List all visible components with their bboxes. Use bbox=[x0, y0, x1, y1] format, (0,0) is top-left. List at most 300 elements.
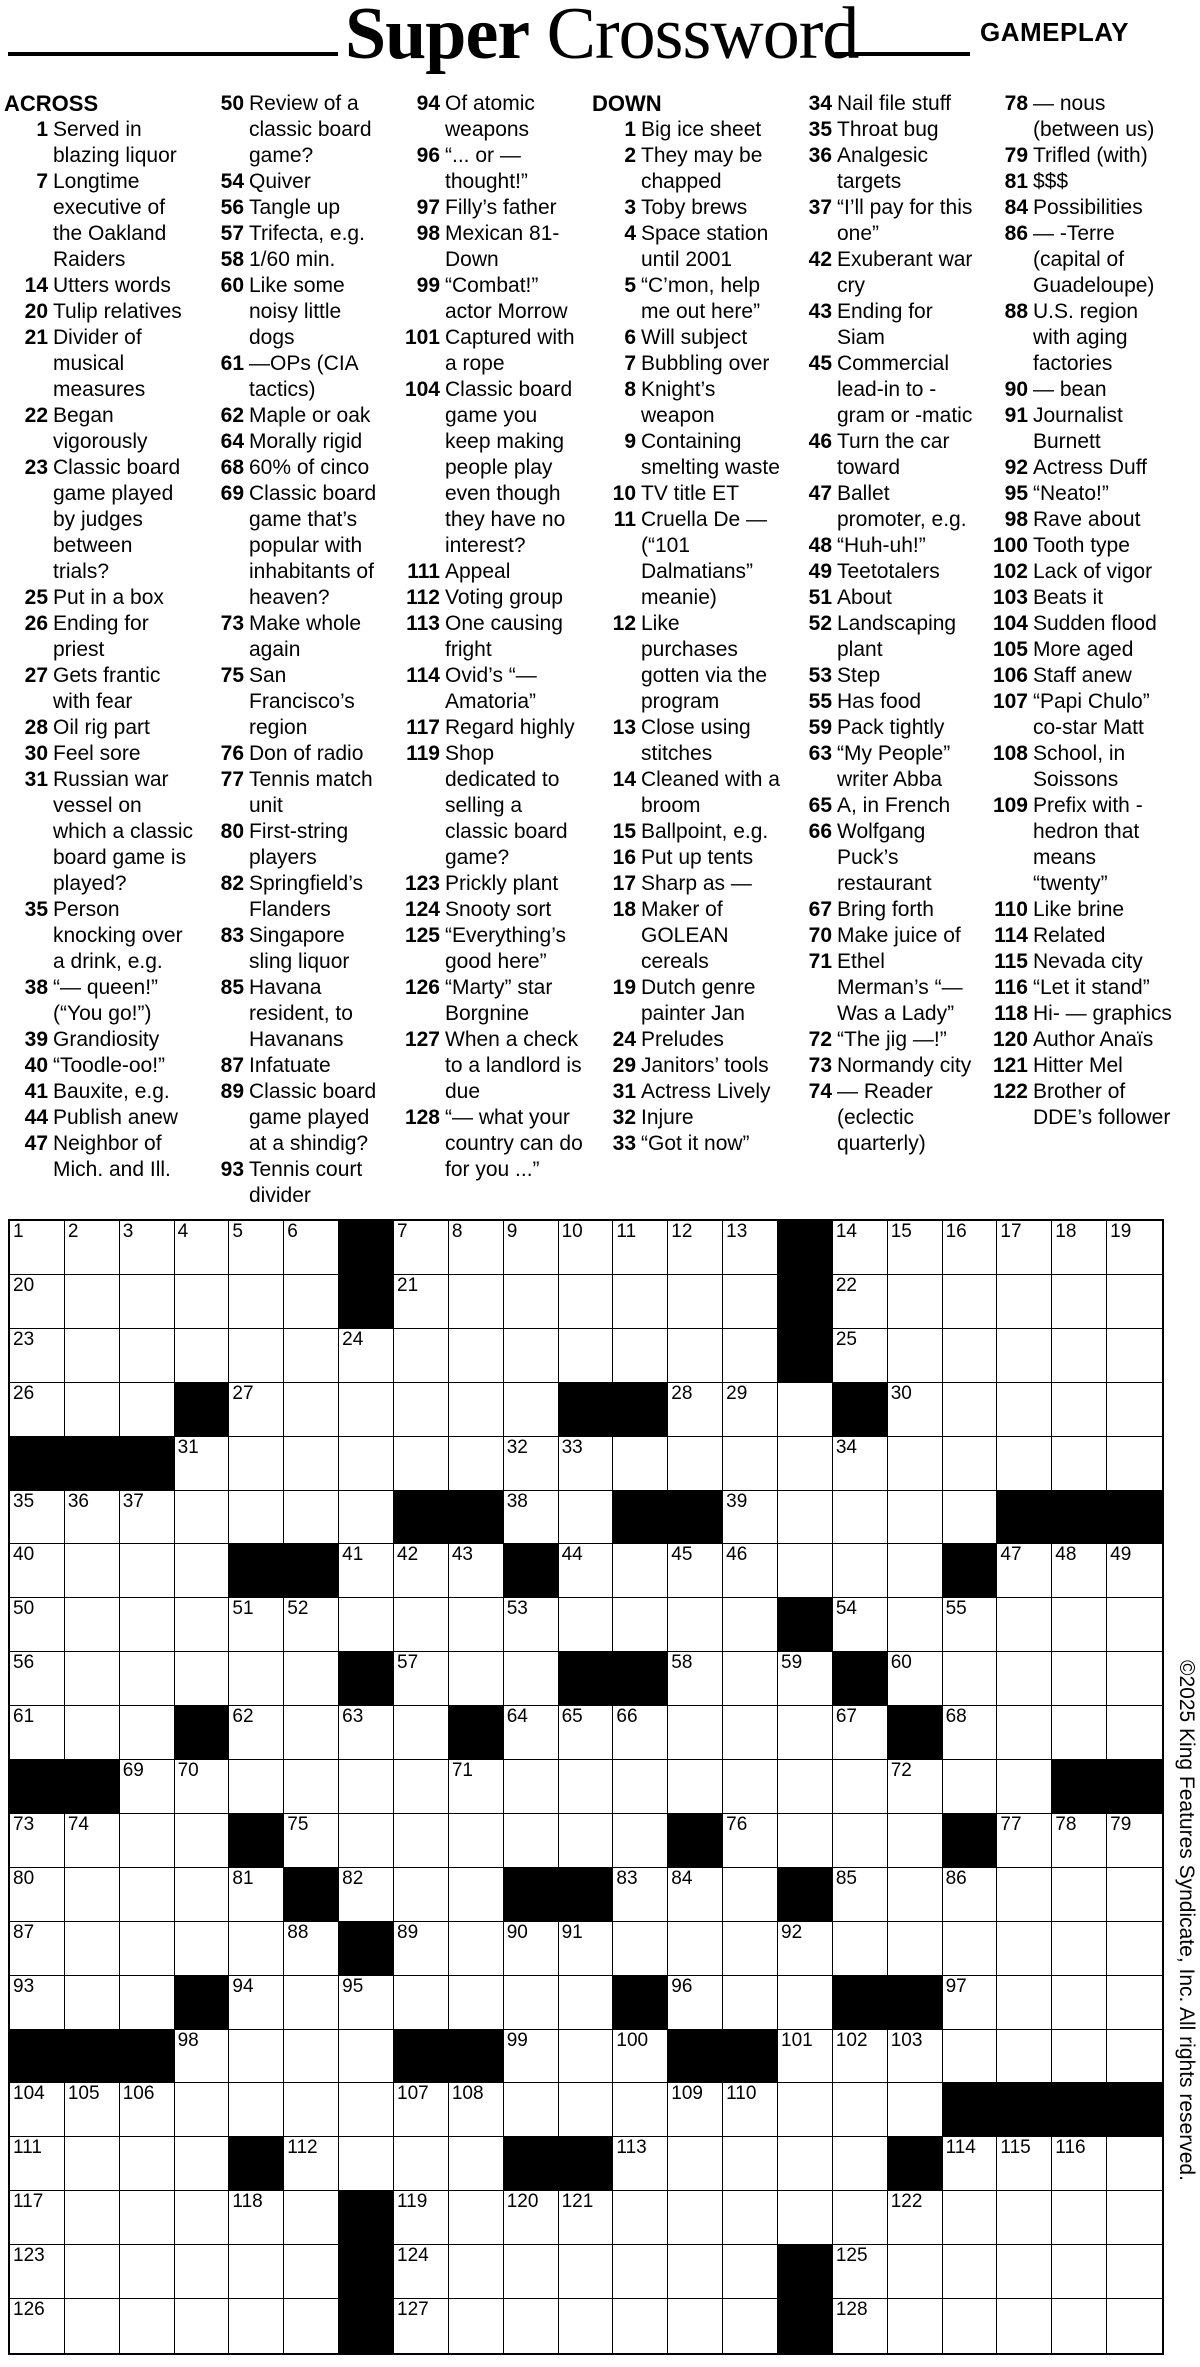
grid-cell[interactable] bbox=[943, 1976, 998, 2030]
grid-cell[interactable] bbox=[284, 1706, 339, 1760]
grid-cell[interactable] bbox=[339, 1329, 394, 1383]
grid-cell[interactable] bbox=[284, 1275, 339, 1329]
grid-cell[interactable] bbox=[723, 1868, 778, 1922]
grid-cell[interactable] bbox=[120, 1922, 175, 1976]
grid-cell[interactable] bbox=[65, 1491, 120, 1545]
grid-cell[interactable] bbox=[65, 2245, 120, 2299]
grid-cell[interactable] bbox=[175, 2083, 230, 2137]
grid-cell[interactable] bbox=[65, 1598, 120, 1652]
grid-cell[interactable] bbox=[668, 1437, 723, 1491]
grid-cell[interactable] bbox=[613, 1598, 668, 1652]
grid-cell[interactable] bbox=[997, 2137, 1052, 2191]
grid-cell[interactable] bbox=[65, 1329, 120, 1383]
grid-cell[interactable] bbox=[120, 2083, 175, 2137]
grid-cell[interactable] bbox=[668, 1868, 723, 1922]
grid-cell[interactable] bbox=[833, 1544, 888, 1598]
grid-cell[interactable] bbox=[229, 1383, 284, 1437]
grid-cell[interactable] bbox=[449, 1814, 504, 1868]
grid-cell[interactable] bbox=[997, 1922, 1052, 1976]
grid-cell[interactable] bbox=[10, 1383, 65, 1437]
grid-cell[interactable] bbox=[1052, 2299, 1107, 2353]
grid-cell[interactable] bbox=[339, 1383, 394, 1437]
grid-cell[interactable] bbox=[1107, 1814, 1162, 1868]
grid-cell[interactable] bbox=[778, 1652, 833, 1706]
grid-cell[interactable] bbox=[943, 2299, 998, 2353]
grid-cell[interactable] bbox=[504, 1598, 559, 1652]
grid-cell[interactable] bbox=[1107, 2137, 1162, 2191]
grid-cell[interactable] bbox=[504, 1814, 559, 1868]
grid-cell[interactable] bbox=[120, 1544, 175, 1598]
grid-cell[interactable] bbox=[559, 1491, 614, 1545]
grid-cell[interactable] bbox=[10, 2245, 65, 2299]
grid-cell[interactable] bbox=[120, 1976, 175, 2030]
grid-cell[interactable] bbox=[613, 2191, 668, 2245]
grid-cell[interactable] bbox=[175, 1437, 230, 1491]
grid-cell[interactable] bbox=[394, 2191, 449, 2245]
grid-cell[interactable] bbox=[394, 1221, 449, 1275]
grid-cell[interactable] bbox=[10, 1329, 65, 1383]
grid-cell[interactable] bbox=[613, 2083, 668, 2137]
grid-cell[interactable] bbox=[997, 1544, 1052, 1598]
grid-cell[interactable] bbox=[229, 2030, 284, 2084]
grid-cell[interactable] bbox=[668, 2137, 723, 2191]
grid-cell[interactable] bbox=[833, 1221, 888, 1275]
grid-cell[interactable] bbox=[1052, 1383, 1107, 1437]
grid-cell[interactable] bbox=[65, 2299, 120, 2353]
grid-cell[interactable] bbox=[504, 1760, 559, 1814]
grid-cell[interactable] bbox=[1107, 1652, 1162, 1706]
grid-cell[interactable] bbox=[1107, 1383, 1162, 1437]
grid-cell[interactable] bbox=[668, 2191, 723, 2245]
grid-cell[interactable] bbox=[833, 2299, 888, 2353]
grid-cell[interactable] bbox=[175, 2030, 230, 2084]
grid-cell[interactable] bbox=[833, 1814, 888, 1868]
grid-cell[interactable] bbox=[10, 1544, 65, 1598]
grid-cell[interactable] bbox=[997, 1868, 1052, 1922]
grid-cell[interactable] bbox=[613, 1544, 668, 1598]
grid-cell[interactable] bbox=[229, 2299, 284, 2353]
grid-cell[interactable] bbox=[613, 1814, 668, 1868]
grid-cell[interactable] bbox=[229, 1652, 284, 1706]
grid-cell[interactable] bbox=[613, 2299, 668, 2353]
grid-cell[interactable] bbox=[1107, 2191, 1162, 2245]
grid-cell[interactable] bbox=[504, 2191, 559, 2245]
grid-cell[interactable] bbox=[1107, 1437, 1162, 1491]
grid-cell[interactable] bbox=[888, 1652, 943, 1706]
grid-cell[interactable] bbox=[997, 1706, 1052, 1760]
grid-cell[interactable] bbox=[339, 2137, 394, 2191]
grid-cell[interactable] bbox=[394, 2137, 449, 2191]
grid-cell[interactable] bbox=[504, 1976, 559, 2030]
grid-cell[interactable] bbox=[1052, 1814, 1107, 1868]
grid-cell[interactable] bbox=[449, 1652, 504, 1706]
grid-cell[interactable] bbox=[559, 1598, 614, 1652]
grid-cell[interactable] bbox=[559, 1221, 614, 1275]
grid-cell[interactable] bbox=[284, 1760, 339, 1814]
grid-cell[interactable] bbox=[997, 2030, 1052, 2084]
grid-cell[interactable] bbox=[394, 1760, 449, 1814]
grid-cell[interactable] bbox=[120, 1598, 175, 1652]
grid-cell[interactable] bbox=[723, 1221, 778, 1275]
grid-cell[interactable] bbox=[65, 1652, 120, 1706]
grid-cell[interactable] bbox=[559, 1437, 614, 1491]
grid-cell[interactable] bbox=[559, 2191, 614, 2245]
grid-cell[interactable] bbox=[504, 2030, 559, 2084]
grid-cell[interactable] bbox=[120, 1221, 175, 1275]
grid-cell[interactable] bbox=[559, 1544, 614, 1598]
grid-cell[interactable] bbox=[997, 1329, 1052, 1383]
grid-cell[interactable] bbox=[65, 1544, 120, 1598]
grid-cell[interactable] bbox=[394, 1544, 449, 1598]
grid-cell[interactable] bbox=[10, 1598, 65, 1652]
grid-cell[interactable] bbox=[778, 1976, 833, 2030]
grid-cell[interactable] bbox=[175, 1491, 230, 1545]
grid-cell[interactable] bbox=[175, 2299, 230, 2353]
grid-cell[interactable] bbox=[120, 1329, 175, 1383]
grid-cell[interactable] bbox=[120, 1275, 175, 1329]
grid-cell[interactable] bbox=[229, 1275, 284, 1329]
grid-cell[interactable] bbox=[120, 1706, 175, 1760]
grid-cell[interactable] bbox=[1107, 2245, 1162, 2299]
grid-cell[interactable] bbox=[997, 1652, 1052, 1706]
grid-cell[interactable] bbox=[943, 2030, 998, 2084]
grid-cell[interactable] bbox=[175, 1922, 230, 1976]
grid-cell[interactable] bbox=[723, 1491, 778, 1545]
grid-cell[interactable] bbox=[339, 1544, 394, 1598]
grid-cell[interactable] bbox=[613, 1868, 668, 1922]
grid-cell[interactable] bbox=[1052, 1976, 1107, 2030]
grid-cell[interactable] bbox=[888, 1760, 943, 1814]
grid-cell[interactable] bbox=[394, 1652, 449, 1706]
grid-cell[interactable] bbox=[1052, 1868, 1107, 1922]
grid-cell[interactable] bbox=[65, 2191, 120, 2245]
grid-cell[interactable] bbox=[175, 1329, 230, 1383]
grid-cell[interactable] bbox=[10, 1275, 65, 1329]
grid-cell[interactable] bbox=[613, 1437, 668, 1491]
grid-cell[interactable] bbox=[1052, 1652, 1107, 1706]
grid-cell[interactable] bbox=[888, 1491, 943, 1545]
grid-cell[interactable] bbox=[449, 1760, 504, 1814]
grid-cell[interactable] bbox=[943, 1275, 998, 1329]
grid-cell[interactable] bbox=[175, 2245, 230, 2299]
grid-cell[interactable] bbox=[943, 1221, 998, 1275]
grid-cell[interactable] bbox=[723, 2137, 778, 2191]
grid-cell[interactable] bbox=[559, 2030, 614, 2084]
grid-cell[interactable] bbox=[504, 1275, 559, 1329]
grid-cell[interactable] bbox=[175, 1544, 230, 1598]
grid-cell[interactable] bbox=[723, 2245, 778, 2299]
grid-cell[interactable] bbox=[723, 2191, 778, 2245]
grid-cell[interactable] bbox=[120, 1652, 175, 1706]
grid-cell[interactable] bbox=[449, 1437, 504, 1491]
grid-cell[interactable] bbox=[559, 1814, 614, 1868]
grid-cell[interactable] bbox=[559, 1976, 614, 2030]
grid-cell[interactable] bbox=[613, 2030, 668, 2084]
grid-cell[interactable] bbox=[668, 1383, 723, 1437]
grid-cell[interactable] bbox=[65, 1383, 120, 1437]
grid-cell[interactable] bbox=[120, 1760, 175, 1814]
grid-cell[interactable] bbox=[284, 1922, 339, 1976]
grid-cell[interactable] bbox=[833, 1760, 888, 1814]
grid-cell[interactable] bbox=[888, 1598, 943, 1652]
grid-cell[interactable] bbox=[943, 1652, 998, 1706]
grid-cell[interactable] bbox=[504, 1329, 559, 1383]
grid-cell[interactable] bbox=[120, 2137, 175, 2191]
grid-cell[interactable] bbox=[1052, 1706, 1107, 1760]
grid-cell[interactable] bbox=[943, 1760, 998, 1814]
grid-cell[interactable] bbox=[449, 1922, 504, 1976]
grid-cell[interactable] bbox=[65, 1814, 120, 1868]
grid-cell[interactable] bbox=[339, 1437, 394, 1491]
grid-cell[interactable] bbox=[339, 1814, 394, 1868]
grid-cell[interactable] bbox=[668, 1221, 723, 1275]
grid-cell[interactable] bbox=[339, 1598, 394, 1652]
grid-cell[interactable] bbox=[778, 2191, 833, 2245]
grid-cell[interactable] bbox=[229, 2245, 284, 2299]
grid-cell[interactable] bbox=[10, 2191, 65, 2245]
grid-cell[interactable] bbox=[723, 1814, 778, 1868]
grid-cell[interactable] bbox=[833, 1491, 888, 1545]
grid-cell[interactable] bbox=[229, 1760, 284, 1814]
grid-cell[interactable] bbox=[394, 2245, 449, 2299]
grid-cell[interactable] bbox=[1052, 2191, 1107, 2245]
grid-cell[interactable] bbox=[1052, 2137, 1107, 2191]
grid-cell[interactable] bbox=[394, 1922, 449, 1976]
grid-cell[interactable] bbox=[723, 1922, 778, 1976]
grid-cell[interactable] bbox=[339, 2083, 394, 2137]
grid-cell[interactable] bbox=[10, 1652, 65, 1706]
grid-cell[interactable] bbox=[10, 1814, 65, 1868]
grid-cell[interactable] bbox=[778, 1383, 833, 1437]
grid-cell[interactable] bbox=[1052, 1275, 1107, 1329]
grid-cell[interactable] bbox=[229, 1329, 284, 1383]
grid-cell[interactable] bbox=[888, 2245, 943, 2299]
grid-cell[interactable] bbox=[833, 1329, 888, 1383]
grid-cell[interactable] bbox=[778, 2137, 833, 2191]
grid-cell[interactable] bbox=[449, 1598, 504, 1652]
grid-cell[interactable] bbox=[284, 1437, 339, 1491]
grid-cell[interactable] bbox=[1052, 1544, 1107, 1598]
grid-cell[interactable] bbox=[1052, 1922, 1107, 1976]
grid-cell[interactable] bbox=[997, 1598, 1052, 1652]
grid-cell[interactable] bbox=[888, 2191, 943, 2245]
grid-cell[interactable] bbox=[833, 2191, 888, 2245]
grid-cell[interactable] bbox=[339, 1868, 394, 1922]
grid-cell[interactable] bbox=[559, 1275, 614, 1329]
grid-cell[interactable] bbox=[778, 1922, 833, 1976]
grid-cell[interactable] bbox=[284, 2299, 339, 2353]
grid-cell[interactable] bbox=[284, 1814, 339, 1868]
grid-cell[interactable] bbox=[613, 2245, 668, 2299]
grid-cell[interactable] bbox=[778, 1814, 833, 1868]
grid-cell[interactable] bbox=[339, 1760, 394, 1814]
grid-cell[interactable] bbox=[668, 2299, 723, 2353]
grid-cell[interactable] bbox=[449, 1544, 504, 1598]
grid-cell[interactable] bbox=[997, 1221, 1052, 1275]
grid-cell[interactable] bbox=[668, 2245, 723, 2299]
grid-cell[interactable] bbox=[997, 1275, 1052, 1329]
grid-cell[interactable] bbox=[284, 1598, 339, 1652]
grid-cell[interactable] bbox=[723, 1976, 778, 2030]
grid-cell[interactable] bbox=[943, 1329, 998, 1383]
grid-cell[interactable] bbox=[10, 2137, 65, 2191]
grid-cell[interactable] bbox=[284, 1976, 339, 2030]
grid-cell[interactable] bbox=[723, 1760, 778, 1814]
grid-cell[interactable] bbox=[888, 2299, 943, 2353]
grid-cell[interactable] bbox=[943, 2245, 998, 2299]
grid-cell[interactable] bbox=[997, 2299, 1052, 2353]
grid-cell[interactable] bbox=[723, 2299, 778, 2353]
grid-cell[interactable] bbox=[943, 2137, 998, 2191]
grid-cell[interactable] bbox=[943, 1598, 998, 1652]
grid-cell[interactable] bbox=[668, 1544, 723, 1598]
grid-cell[interactable] bbox=[10, 1491, 65, 1545]
grid-cell[interactable] bbox=[559, 1706, 614, 1760]
grid-cell[interactable] bbox=[10, 1976, 65, 2030]
grid-cell[interactable] bbox=[65, 1706, 120, 1760]
grid-cell[interactable] bbox=[394, 1383, 449, 1437]
grid-cell[interactable] bbox=[723, 1652, 778, 1706]
grid-cell[interactable] bbox=[229, 2083, 284, 2137]
grid-cell[interactable] bbox=[723, 1598, 778, 1652]
grid-cell[interactable] bbox=[284, 2030, 339, 2084]
grid-cell[interactable] bbox=[229, 1221, 284, 1275]
grid-cell[interactable] bbox=[65, 1922, 120, 1976]
grid-cell[interactable] bbox=[284, 1383, 339, 1437]
grid-cell[interactable] bbox=[284, 1221, 339, 1275]
grid-cell[interactable] bbox=[559, 2245, 614, 2299]
grid-cell[interactable] bbox=[1052, 1598, 1107, 1652]
grid-cell[interactable] bbox=[339, 1976, 394, 2030]
grid-cell[interactable] bbox=[504, 1922, 559, 1976]
grid-cell[interactable] bbox=[833, 1275, 888, 1329]
grid-cell[interactable] bbox=[449, 2137, 504, 2191]
grid-cell[interactable] bbox=[668, 1976, 723, 2030]
grid-cell[interactable] bbox=[1107, 1275, 1162, 1329]
grid-cell[interactable] bbox=[778, 2083, 833, 2137]
grid-cell[interactable] bbox=[394, 1437, 449, 1491]
grid-cell[interactable] bbox=[175, 1221, 230, 1275]
grid-cell[interactable] bbox=[723, 1329, 778, 1383]
grid-cell[interactable] bbox=[1107, 1922, 1162, 1976]
grid-cell[interactable] bbox=[65, 1275, 120, 1329]
grid-cell[interactable] bbox=[10, 2083, 65, 2137]
grid-cell[interactable] bbox=[559, 1760, 614, 1814]
grid-cell[interactable] bbox=[229, 1706, 284, 1760]
grid-cell[interactable] bbox=[65, 2083, 120, 2137]
grid-cell[interactable] bbox=[888, 1221, 943, 1275]
grid-cell[interactable] bbox=[229, 1437, 284, 1491]
grid-cell[interactable] bbox=[668, 1329, 723, 1383]
grid-cell[interactable] bbox=[778, 1491, 833, 1545]
grid-cell[interactable] bbox=[229, 1598, 284, 1652]
grid-cell[interactable] bbox=[778, 1437, 833, 1491]
grid-cell[interactable] bbox=[10, 2299, 65, 2353]
grid-cell[interactable] bbox=[668, 1706, 723, 1760]
grid-cell[interactable] bbox=[284, 1329, 339, 1383]
grid-cell[interactable] bbox=[1052, 1329, 1107, 1383]
grid-cell[interactable] bbox=[449, 2083, 504, 2137]
grid-cell[interactable] bbox=[559, 1922, 614, 1976]
grid-cell[interactable] bbox=[778, 1760, 833, 1814]
grid-cell[interactable] bbox=[120, 1814, 175, 1868]
grid-cell[interactable] bbox=[613, 1329, 668, 1383]
grid-cell[interactable] bbox=[668, 2083, 723, 2137]
grid-cell[interactable] bbox=[339, 1491, 394, 1545]
grid-cell[interactable] bbox=[504, 1706, 559, 1760]
grid-cell[interactable] bbox=[943, 1383, 998, 1437]
grid-cell[interactable] bbox=[284, 2191, 339, 2245]
grid-cell[interactable] bbox=[778, 2030, 833, 2084]
grid-cell[interactable] bbox=[833, 2083, 888, 2137]
grid-cell[interactable] bbox=[723, 2083, 778, 2137]
grid-cell[interactable] bbox=[120, 2191, 175, 2245]
grid-cell[interactable] bbox=[888, 2083, 943, 2137]
grid-cell[interactable] bbox=[394, 1329, 449, 1383]
grid-cell[interactable] bbox=[778, 1544, 833, 1598]
grid-cell[interactable] bbox=[888, 1437, 943, 1491]
grid-cell[interactable] bbox=[559, 2299, 614, 2353]
grid-cell[interactable] bbox=[120, 1491, 175, 1545]
grid-cell[interactable] bbox=[943, 1868, 998, 1922]
grid-cell[interactable] bbox=[888, 1383, 943, 1437]
grid-cell[interactable] bbox=[284, 2083, 339, 2137]
grid-cell[interactable] bbox=[229, 2191, 284, 2245]
grid-cell[interactable] bbox=[997, 1760, 1052, 1814]
grid-cell[interactable] bbox=[943, 2191, 998, 2245]
grid-cell[interactable] bbox=[888, 1868, 943, 1922]
grid-cell[interactable] bbox=[284, 2137, 339, 2191]
grid-cell[interactable] bbox=[888, 1814, 943, 1868]
grid-cell[interactable] bbox=[1107, 1221, 1162, 1275]
grid-cell[interactable] bbox=[449, 1329, 504, 1383]
grid-cell[interactable] bbox=[449, 2299, 504, 2353]
grid-cell[interactable] bbox=[559, 2083, 614, 2137]
grid-cell[interactable] bbox=[229, 1922, 284, 1976]
grid-cell[interactable] bbox=[613, 1221, 668, 1275]
grid-cell[interactable] bbox=[613, 1275, 668, 1329]
grid-cell[interactable] bbox=[723, 1437, 778, 1491]
grid-cell[interactable] bbox=[833, 2137, 888, 2191]
grid-cell[interactable] bbox=[449, 1383, 504, 1437]
grid-cell[interactable] bbox=[888, 1275, 943, 1329]
grid-cell[interactable] bbox=[833, 2030, 888, 2084]
grid-cell[interactable] bbox=[943, 1706, 998, 1760]
grid-cell[interactable] bbox=[175, 2191, 230, 2245]
grid-cell[interactable] bbox=[65, 1868, 120, 1922]
grid-cell[interactable] bbox=[10, 1221, 65, 1275]
grid-cell[interactable] bbox=[449, 1868, 504, 1922]
grid-cell[interactable] bbox=[668, 1275, 723, 1329]
grid-cell[interactable] bbox=[997, 2245, 1052, 2299]
grid-cell[interactable] bbox=[1052, 1437, 1107, 1491]
grid-cell[interactable] bbox=[284, 1491, 339, 1545]
grid-cell[interactable] bbox=[175, 1275, 230, 1329]
grid-cell[interactable] bbox=[284, 1652, 339, 1706]
grid-cell[interactable] bbox=[394, 1275, 449, 1329]
grid-cell[interactable] bbox=[394, 1706, 449, 1760]
grid-cell[interactable] bbox=[504, 1221, 559, 1275]
grid-cell[interactable] bbox=[943, 1922, 998, 1976]
grid-cell[interactable] bbox=[394, 1814, 449, 1868]
grid-cell[interactable] bbox=[120, 2299, 175, 2353]
grid-cell[interactable] bbox=[175, 2137, 230, 2191]
grid-cell[interactable] bbox=[1107, 1329, 1162, 1383]
grid-cell[interactable] bbox=[888, 1922, 943, 1976]
grid-cell[interactable] bbox=[229, 1868, 284, 1922]
grid-cell[interactable] bbox=[723, 1706, 778, 1760]
grid-cell[interactable] bbox=[504, 2299, 559, 2353]
